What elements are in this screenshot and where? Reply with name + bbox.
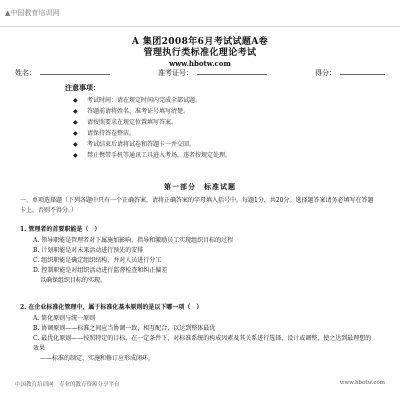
score-field[interactable] <box>315 68 385 78</box>
note-text: 考试结束后请将试卷和答题卡一并交回。 <box>87 141 196 148</box>
notes-list <box>73 95 343 161</box>
bullet-icon: ◆ <box>73 130 78 137</box>
bullet-icon: ◆ <box>73 119 78 126</box>
note-item <box>73 95 343 106</box>
candidate-info-row <box>15 68 385 78</box>
note-item <box>73 117 343 128</box>
page-footer <box>15 380 385 388</box>
note-item <box>73 139 343 150</box>
score-label: 得分： <box>315 69 336 77</box>
question-option[interactable]: C. 最优化原则——按照特定的目标，在一定条件下，对标准系统的构成因素及其关系进行选择、设计或调整，使之达到最理想的效果 <box>33 335 372 352</box>
question-option[interactable]: A. 领导职能是管理者对下属施加影响，指导和激励员工实现组织目标的过程 <box>33 237 234 244</box>
section-intro: 一、单项选择题（下列各题中只有一个正确答案，请将正确答案的字母填入括号中。每题1分，共20分。选择题答案请务必填写在答题卡上，否则不得分。） <box>20 197 374 214</box>
footer-right-url[interactable]: www.hbotw.com <box>339 380 385 386</box>
score-input-line[interactable] <box>340 74 385 75</box>
site-brand[interactable]: ▲中国教育培训网 <box>5 9 60 17</box>
footer-left-text: 中国教育培训网 专业的教育资源分享平台 <box>15 382 120 388</box>
site-header <box>0 0 400 27</box>
question-option[interactable]: D. 控制职能是对组织活动进行监督检查和纠正偏差 <box>33 267 168 274</box>
exam-title: A 集团2008年6月考试试题A卷 <box>131 37 269 47</box>
question-2 <box>20 303 375 364</box>
note-item <box>73 150 343 161</box>
exam-subtitle: 管理执行类标准化理论考试 <box>143 48 257 58</box>
website-url[interactable]: www.hbotw.com <box>169 59 231 68</box>
note-text: 禁止携带手机等通讯工具进入考场，违者按规定处理。 <box>87 152 232 159</box>
bullet-icon: ◆ <box>73 108 78 115</box>
name-label: 姓名： <box>15 69 36 77</box>
question-option[interactable]: C. 组织职能是确定组织结构，并对人员进行分工 <box>33 257 162 264</box>
bullet-icon: ◆ <box>73 97 78 104</box>
question-stem: 2. 在企业标准化管理中，属于标准化基本原则的是以下哪一项（ ） <box>20 304 203 311</box>
question-stem: 1. 管理者的首要职能是（ ） <box>20 226 101 233</box>
bullet-icon: ◆ <box>73 141 78 148</box>
question-continuation: 以确保组织目标的实现。 <box>40 277 107 284</box>
note-text: 请保持答卷整洁。 <box>87 130 136 137</box>
question-option[interactable]: A. 简化原则与统一原则 <box>33 315 96 322</box>
question-option[interactable]: B. 计划职能是对未来活动进行预先的安排 <box>33 247 144 254</box>
note-text: 请按照要求在规定位置填写答案。 <box>87 119 178 126</box>
note-item <box>73 128 343 139</box>
question-option[interactable]: B. 协调原则——标准之间应当协调一致，相互配合，以达到整体最优 <box>33 325 216 332</box>
name-input-line[interactable] <box>40 74 110 75</box>
section-title: 第一部分 标准试题 <box>164 182 236 191</box>
exam-page <box>15 26 385 410</box>
note-text: 答题前请将姓名、准考证号填写清楚。 <box>87 108 190 115</box>
exam-number-input-line[interactable] <box>197 74 267 75</box>
question-1 <box>20 225 375 286</box>
exam-number-label: 准考证号： <box>158 69 193 77</box>
name-field[interactable] <box>15 68 110 78</box>
exam-number-field[interactable] <box>158 68 267 78</box>
question-continuation: ——标准的制定、实施和修订应形成闭环。 <box>40 355 155 362</box>
bullet-icon: ◆ <box>73 152 78 159</box>
note-text: 考试时间：请在规定时间内完成全部试题。 <box>87 97 202 104</box>
note-item <box>73 106 343 117</box>
notes-title: 注意事项： <box>65 83 100 92</box>
